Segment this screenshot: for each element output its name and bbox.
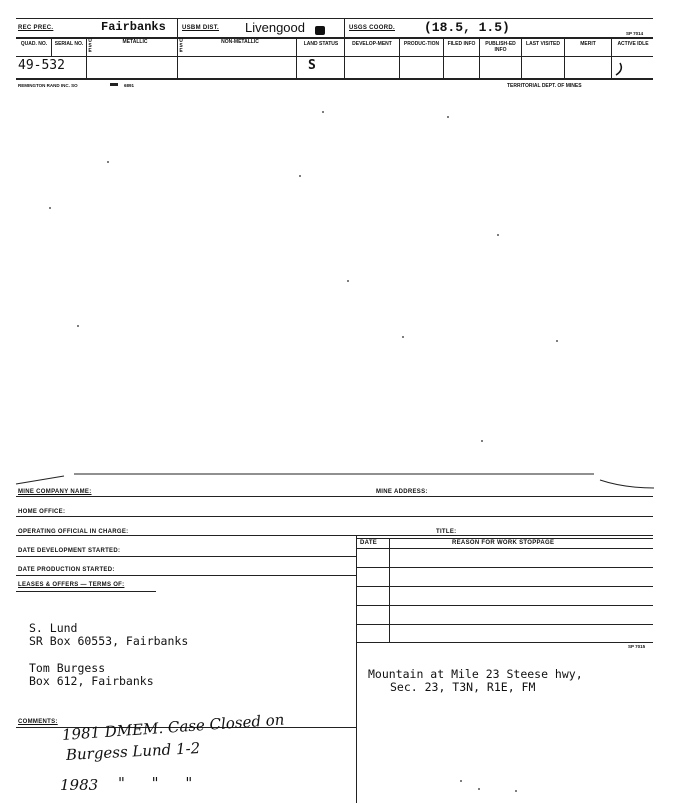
rec-prec-label: REC PREC. [18,25,54,31]
land-status-value: S [308,58,316,73]
col-quad-no: QUAD. NO. [20,41,48,47]
comments-label: COMMENTS: [18,719,58,725]
comment-ditto-marks: " " " [118,774,193,792]
lessor-1-address: SR Box 60553, Fairbanks [29,634,189,648]
col-land-status: LAND STATUS [303,41,339,47]
col-last-visited: LAST VISITED [526,41,560,47]
col-production: PRODUC-TION [403,41,440,47]
home-office-label: HOME OFFICE: [18,509,66,515]
comment-line-2: Burgess Lund 1-2 [65,738,201,764]
reason-column-label: REASON FOR WORK STOPPAGE [452,540,555,546]
usgs-coord-value: (18.5, 1.5) [424,20,510,35]
form-number-top: SP 7014 [626,31,644,36]
col-published-info: PUBLISH-ED INFO [485,41,516,53]
dept-line: TERRITORIAL DEPT. OF MINES [507,83,582,89]
printer-line: REMINGTON RAND INC. SO [18,83,78,88]
col-serial-no: SERIAL NO. [54,41,84,47]
comment-line-1: 1981 DMEM. Case Closed on [61,710,285,744]
check-mark-icon [612,62,626,78]
usbm-dist-value: Livengood [245,20,305,35]
col-metallic: METALLIC [122,39,148,45]
leases-label: LEASES & OFFERS — TERMS OF: [18,582,125,588]
col-use-code-metallic: U S E [88,38,92,54]
torn-edge-line [14,470,659,494]
location-line-1: Mountain at Mile 23 Steese hwy, [368,667,583,681]
col-use-code-nonmetallic: U S E [179,38,183,54]
col-active-idle: ACTIVE IDLE [617,41,649,47]
usbm-dist-label: USBM DIST. [182,25,220,31]
rec-prec-value: Fairbanks [101,20,166,34]
location-line-2: Sec. 23, T3N, R1E, FM [390,680,536,694]
lessor-1-name: S. Lund [29,621,78,635]
operating-official-label: OPERATING OFFICIAL IN CHARGE: [18,529,129,535]
lessor-2-name: Tom Burgess [29,661,106,675]
printer-code: 6891 [124,83,135,88]
ink-blot [315,26,325,35]
quad-serial-value: 49-532 [18,58,65,73]
printer-mark [110,83,118,86]
date-column-label: DATE [360,540,378,546]
title-label: TITLE: [436,529,457,535]
col-non-metallic: NON-METALLIC [221,39,259,45]
comment-year-2: 1983 [60,776,99,794]
lessor-2-address: Box 612, Fairbanks [29,674,154,688]
usgs-coord-label: USGS COORD. [349,25,395,31]
form-number-bottom: SP 7015 [628,644,646,649]
mine-address-label: MINE ADDRESS: [376,489,428,495]
col-filed-info: FILED INFO [447,41,476,47]
date-development-label: DATE DEVELOPMENT STARTED: [18,548,121,554]
col-merit: MERIT [580,41,596,47]
mine-company-name-label: MINE COMPANY NAME: [18,489,92,495]
col-development: DEVELOP-MENT [352,41,392,47]
date-production-label: DATE PRODUCTION STARTED: [18,567,115,573]
